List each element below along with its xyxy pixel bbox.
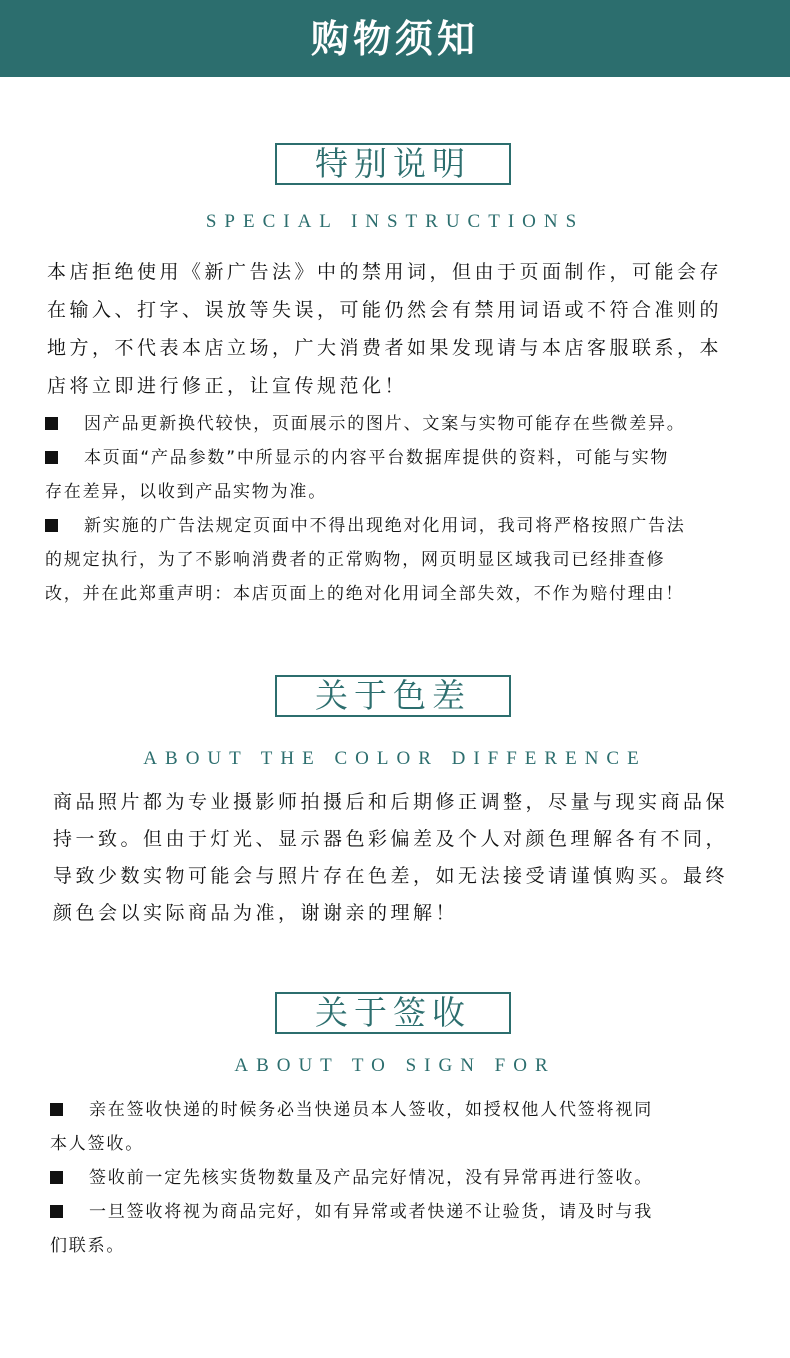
sign-section-subtitle: ABOUT TO SIGN FOR bbox=[234, 1055, 556, 1076]
text-line: 颜色会以实际商品为准，谢谢亲的理解！ bbox=[53, 902, 459, 924]
text-line: 店将立即进行修正，让宣传规范化！ bbox=[47, 375, 408, 397]
bullet-continuation: 们联系。 bbox=[50, 1236, 126, 1256]
special-bullet-list bbox=[45, 407, 686, 611]
page-header bbox=[0, 0, 790, 77]
bullet-square-icon bbox=[45, 417, 58, 430]
bullet-text: 一旦签收将视为商品完好，如有异常或者快递不让验货，请及时与我 bbox=[89, 1202, 653, 1222]
color-paragraph bbox=[53, 784, 743, 932]
bullet-square-icon bbox=[50, 1103, 63, 1116]
color-section-subtitle: ABOUT THE COLOR DIFFERENCE bbox=[143, 748, 647, 769]
bullet-continuation: 存在差异，以收到产品实物为准。 bbox=[45, 482, 327, 502]
special-intro-paragraph bbox=[47, 253, 747, 405]
bullet-continuation: 本人签收。 bbox=[50, 1134, 144, 1154]
sign-bullet-list bbox=[50, 1093, 653, 1263]
special-section-title: 特别说明 bbox=[275, 143, 511, 185]
page-title: 购物须知 bbox=[310, 16, 479, 61]
bullet-text: 因产品更新换代较快，页面展示的图片、文案与实物可能存在些微差异。 bbox=[84, 414, 686, 434]
bullet-text: 新实施的广告法规定页面中不得出现绝对化用词，我司将严格按照广告法 bbox=[84, 516, 686, 536]
list-item bbox=[45, 509, 686, 543]
text-line: 本店拒绝使用《新广告法》中的禁用词，但由于页面制作，可能会存 bbox=[47, 261, 723, 283]
text-line: 在输入、打字、误放等失误，可能仍然会有禁用词语或不符合准则的 bbox=[47, 299, 723, 321]
text-line: 地方，不代表本店立场，广大消费者如果发现请与本店客服联系，本 bbox=[47, 337, 723, 359]
sign-section-title: 关于签收 bbox=[275, 992, 511, 1034]
bullet-continuation: 的规定执行，为了不影响消费者的正常购物，网页明显区域我司已经排查修 bbox=[45, 550, 666, 570]
list-item bbox=[50, 1161, 653, 1195]
list-item bbox=[45, 441, 686, 475]
list-item bbox=[50, 1195, 653, 1229]
text-line: 商品照片都为专业摄影师拍摄后和后期修正调整，尽量与现实商品保 bbox=[53, 791, 729, 813]
bullet-square-icon bbox=[45, 451, 58, 464]
color-section-title: 关于色差 bbox=[275, 675, 511, 717]
bullet-text: 本页面“产品参数”中所显示的内容平台数据库提供的资料，可能与实物 bbox=[84, 448, 670, 468]
list-item bbox=[45, 407, 686, 441]
special-section-subtitle: SPECIAL INSTRUCTIONS bbox=[205, 211, 585, 232]
bullet-continuation: 改，并在此郑重声明：本店页面上的绝对化用词全部失效，不作为赔付理由！ bbox=[45, 584, 685, 604]
list-item bbox=[50, 1093, 653, 1127]
text-line: 导致少数实物可能会与照片存在色差，如无法接受请谨慎购买。最终 bbox=[53, 865, 729, 887]
bullet-square-icon bbox=[50, 1171, 63, 1184]
text-line: 持一致。但由于灯光、显示器色彩偏差及个人对颜色理解各有不同， bbox=[53, 828, 729, 850]
bullet-square-icon bbox=[50, 1205, 63, 1218]
bullet-text: 亲在签收快递的时候务必当快递员本人签收，如授权他人代签将视同 bbox=[89, 1100, 653, 1120]
bullet-text: 签收前一定先核实货物数量及产品完好情况，没有异常再进行签收。 bbox=[89, 1168, 653, 1188]
bullet-square-icon bbox=[45, 519, 58, 532]
